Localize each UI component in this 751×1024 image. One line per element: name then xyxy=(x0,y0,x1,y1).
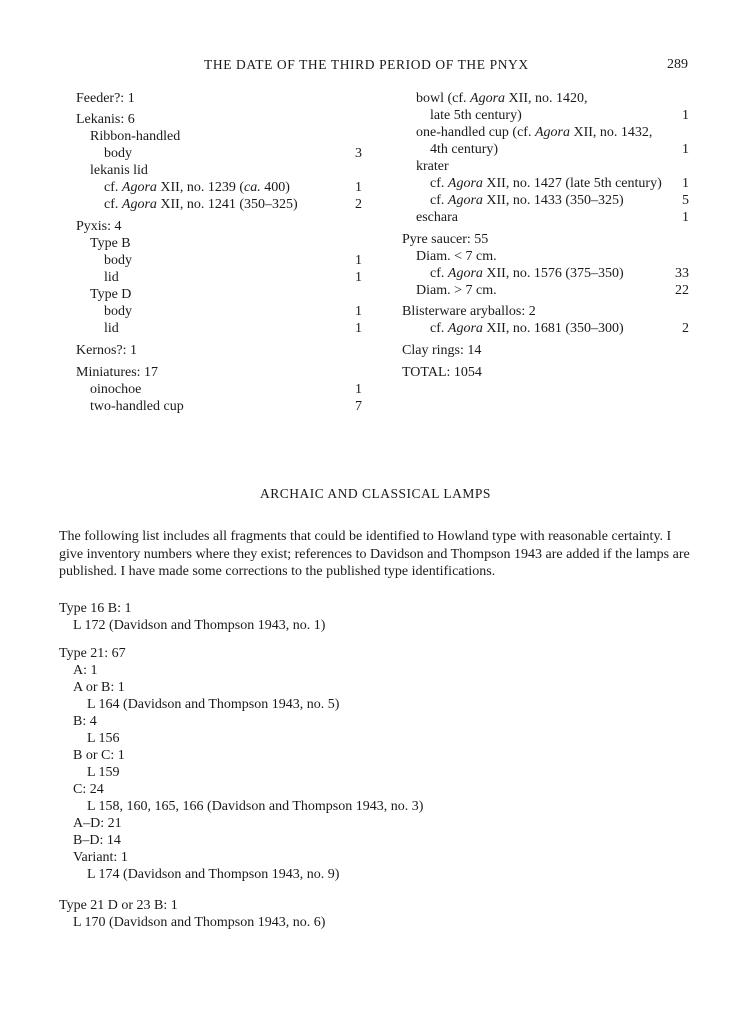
item-count: 1 xyxy=(355,304,362,319)
item-label: Feeder?: 1 xyxy=(76,91,135,106)
item-label: Ribbon-handled xyxy=(90,129,181,144)
item-label: 4th century) xyxy=(430,142,499,157)
list-item: L 159 xyxy=(87,765,120,780)
item-label: cf. Agora XII, no. 1241 (350–325) xyxy=(104,197,298,212)
item-label: Blisterware aryballos: 2 xyxy=(402,304,536,319)
list-item: A: 1 xyxy=(73,663,98,678)
item-label: one-handled cup (cf. Agora XII, no. 1432, xyxy=(416,125,653,140)
item-count: 2 xyxy=(682,321,689,336)
item-count: 1 xyxy=(355,180,362,195)
item-label: Lekanis: 6 xyxy=(76,112,135,127)
list-item xyxy=(0,282,700,299)
item-label: Kernos?: 1 xyxy=(76,343,138,358)
item-label: lid xyxy=(104,270,119,285)
list-item: Type 16 B: 1 xyxy=(59,601,132,616)
item-count: 1 xyxy=(355,321,362,336)
item-label: cf. Agora XII, no. 1433 (350–325) xyxy=(430,193,624,208)
item-label: TOTAL: 1054 xyxy=(402,365,482,380)
list-item xyxy=(0,175,700,192)
page-number: 289 xyxy=(667,57,688,72)
list-item: L 170 (Davidson and Thompson 1943, no. 6) xyxy=(73,915,326,930)
item-count: 1 xyxy=(682,142,689,157)
item-label: body xyxy=(104,304,132,319)
item-label: oinochoe xyxy=(90,382,142,397)
list-item xyxy=(0,124,700,141)
list-item xyxy=(0,107,700,124)
item-label: Type D xyxy=(90,287,132,302)
list-item: B: 4 xyxy=(73,714,97,729)
item-label: bowl (cf. Agora XII, no. 1420, xyxy=(416,91,588,106)
item-count: 1 xyxy=(682,108,689,123)
list-item xyxy=(0,141,700,158)
item-label: late 5th century) xyxy=(430,108,522,123)
item-label: krater xyxy=(416,159,449,174)
list-item: L 172 (Davidson and Thompson 1943, no. 1) xyxy=(73,618,326,633)
item-label: Diam. < 7 cm. xyxy=(416,249,497,264)
item-count: 3 xyxy=(355,146,362,161)
item-label: cf. Agora XII, no. 1576 (375–350) xyxy=(430,266,624,281)
list-item xyxy=(0,192,700,209)
item-count: 1 xyxy=(682,176,689,191)
list-item: B–D: 14 xyxy=(73,833,121,848)
item-count: 1 xyxy=(355,253,362,268)
list-item: A or B: 1 xyxy=(73,680,125,695)
list-item: A–D: 21 xyxy=(73,816,122,831)
item-label: cf. Agora XII, no. 1427 (late 5th century) xyxy=(430,176,662,191)
list-item xyxy=(0,209,700,226)
item-count: 2 xyxy=(355,197,362,212)
item-label: Pyre saucer: 55 xyxy=(402,232,489,247)
list-item: L 158, 160, 165, 166 (Davidson and Thompson 1943, no. 3) xyxy=(87,799,424,814)
list-item: B or C: 1 xyxy=(73,748,125,763)
list-item xyxy=(0,303,700,320)
list-item: C: 24 xyxy=(73,782,104,797)
running-title: THE DATE OF THE THIRD PERIOD OF THE PNYX xyxy=(204,57,529,72)
list-item: L 174 (Davidson and Thompson 1943, no. 9) xyxy=(87,867,340,882)
item-label: Clay rings: 14 xyxy=(402,343,482,358)
list-item xyxy=(0,90,700,107)
list-item xyxy=(0,398,375,415)
item-label: two-handled cup xyxy=(90,399,184,414)
item-label: Diam. > 7 cm. xyxy=(416,283,497,298)
list-item: Variant: 1 xyxy=(73,850,128,865)
item-count: 7 xyxy=(355,399,362,414)
item-count: 1 xyxy=(682,210,689,225)
list-item: L 156 xyxy=(87,731,120,746)
list-item xyxy=(0,248,700,265)
item-label: body xyxy=(104,146,132,161)
item-label: lid xyxy=(104,321,119,336)
item-label: Miniatures: 17 xyxy=(76,365,159,380)
item-count: 5 xyxy=(682,193,689,208)
list-item xyxy=(0,265,700,282)
item-label: lekanis lid xyxy=(90,163,148,178)
item-label: Pyxis: 4 xyxy=(76,219,122,234)
section-heading: ARCHAIC AND CLASSICAL LAMPS xyxy=(260,486,491,501)
item-count: 1 xyxy=(355,270,362,285)
list-item xyxy=(0,342,700,359)
item-label: Type B xyxy=(90,236,131,251)
item-label: cf. Agora XII, no. 1239 (ca. 400) xyxy=(104,180,290,195)
list-item xyxy=(0,364,700,381)
item-count: 22 xyxy=(675,283,689,298)
item-label: eschara xyxy=(416,210,458,225)
list-item: L 164 (Davidson and Thompson 1943, no. 5) xyxy=(87,697,340,712)
list-item: Type 21: 67 xyxy=(59,646,126,661)
item-label: body xyxy=(104,253,132,268)
list-item xyxy=(0,231,700,248)
list-item xyxy=(0,381,375,398)
item-label: cf. Agora XII, no. 1681 (350–300) xyxy=(430,321,624,336)
item-count: 33 xyxy=(675,266,689,281)
list-item xyxy=(0,320,700,337)
list-item xyxy=(0,158,700,175)
item-count: 1 xyxy=(355,382,362,397)
list-item: Type 21 D or 23 B: 1 xyxy=(59,898,178,913)
intro-paragraph: The following list includes all fragments that could be identified to Howland type with reasonable certainty. I give inventory numbers where they exist; references to Davidson and Thompson 1943 are added if the lamps are published. I have made some corrections to the published type identifications. xyxy=(59,529,690,579)
